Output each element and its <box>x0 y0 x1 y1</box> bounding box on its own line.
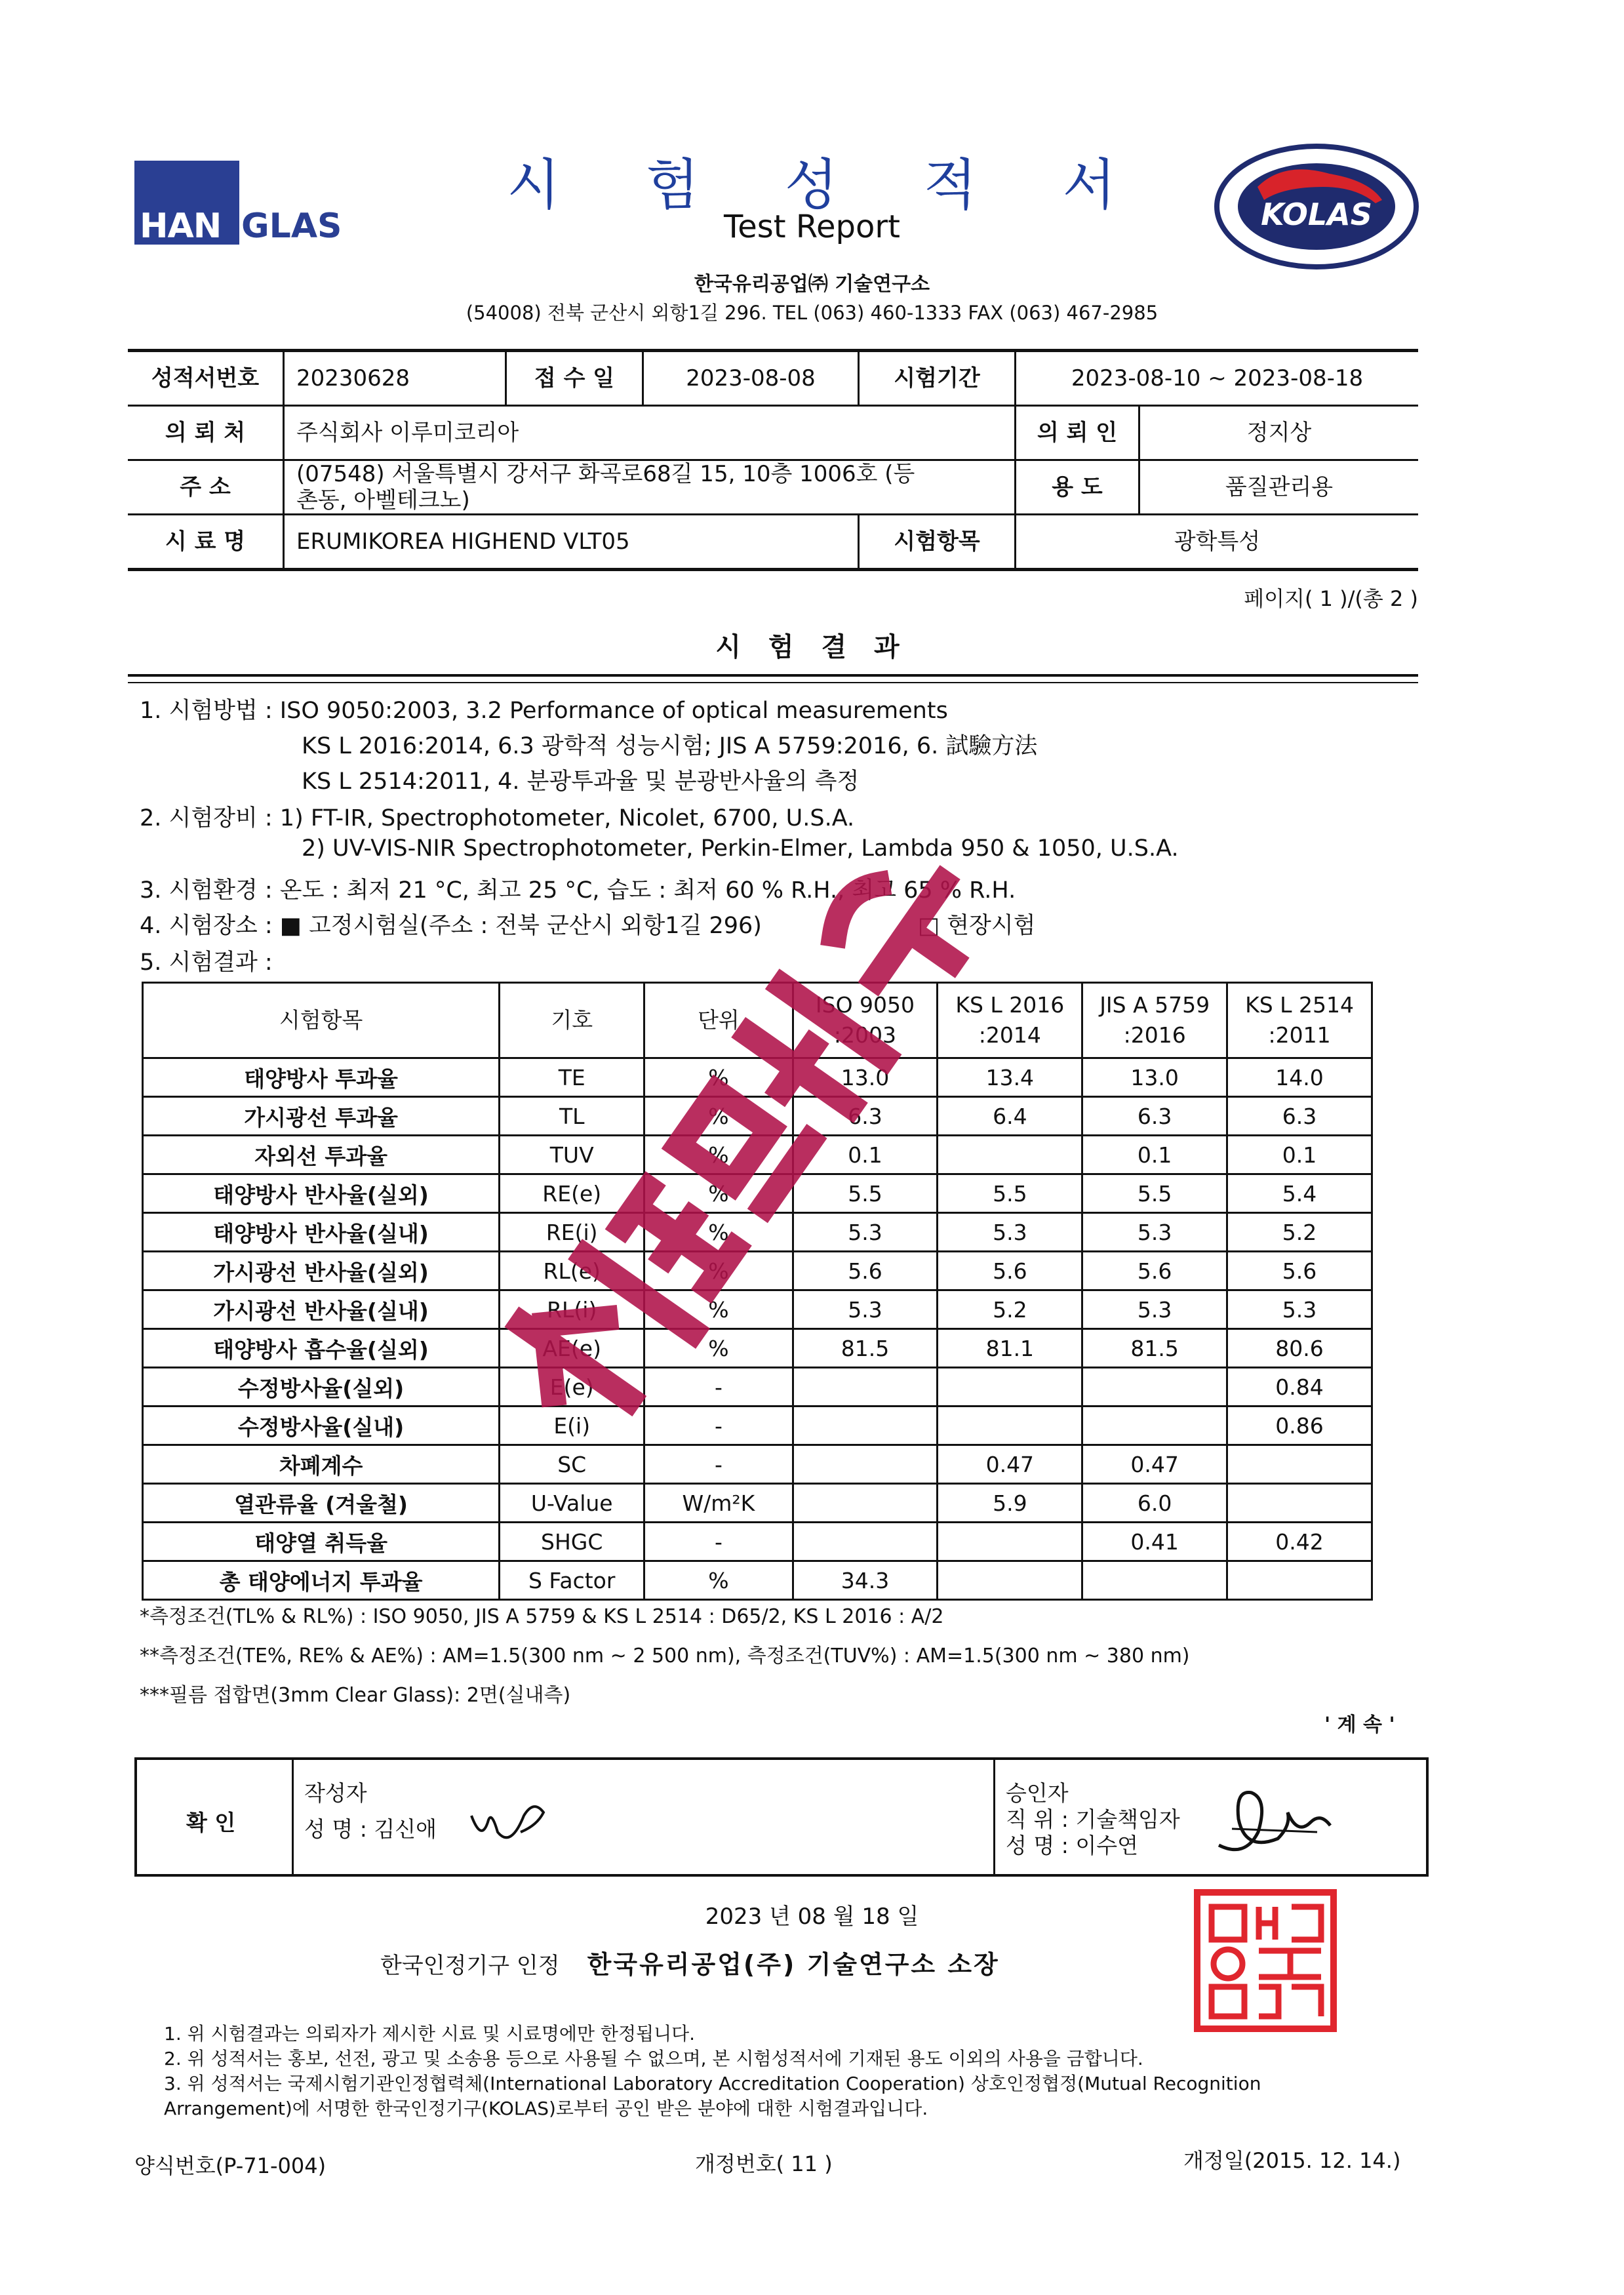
iso9050-value: 0.1 <box>793 1136 938 1174</box>
approver-title: 승인자 <box>1006 1780 1069 1806</box>
issuer <box>380 1944 1000 1980</box>
iso9050-value: 5.3 <box>793 1290 938 1329</box>
symbol-cell: E(i) <box>500 1407 644 1445</box>
ksl2514-value: 0.1 <box>1227 1136 1372 1174</box>
table-row <box>143 1407 1372 1445</box>
table-row <box>143 1097 1372 1136</box>
unit-cell: - <box>644 1407 793 1445</box>
ksl2514-value: 80.6 <box>1227 1329 1372 1368</box>
unit-cell: % <box>644 1252 793 1290</box>
confirmation-box <box>134 1757 1429 1877</box>
ksl2016-value: 6.4 <box>938 1097 1082 1136</box>
requester-label: 의 뢰 인 <box>1016 406 1139 460</box>
location-line: 4. 시험장소 : ■ 고정시험실(주소 : 전북 군산시 외항1길 296) <box>140 913 762 939</box>
item-cell: 자외선 투과율 <box>143 1136 500 1174</box>
jisa5759-value: 5.3 <box>1082 1213 1227 1252</box>
author-signature <box>465 1796 557 1848</box>
symbol-cell: TUV <box>500 1136 644 1174</box>
iso9050-value: 5.6 <box>793 1252 938 1290</box>
symbol-cell: RL(i) <box>500 1290 644 1329</box>
ksl2016-value: 5.3 <box>938 1213 1082 1252</box>
ksl2514-value: 5.6 <box>1227 1252 1372 1290</box>
field-test-checkbox-label: □ 현장시험 <box>918 913 1036 939</box>
iso9050-value <box>793 1445 938 1484</box>
jisa5759-value: 6.3 <box>1082 1097 1227 1136</box>
page-number: 페이지( 1 )/(총 2 ) <box>1244 586 1418 611</box>
col-header-symbol: 기호 <box>500 983 644 1058</box>
test-item-label: 시험항목 <box>859 515 1016 570</box>
iso9050-value <box>793 1368 938 1407</box>
jisa5759-value <box>1082 1407 1227 1445</box>
unit-cell: % <box>644 1329 793 1368</box>
divider <box>128 674 1418 677</box>
table-row <box>143 1368 1372 1407</box>
jisa5759-value <box>1082 1561 1227 1600</box>
jisa5759-value: 5.3 <box>1082 1290 1227 1329</box>
ksl2016-value <box>938 1561 1082 1600</box>
period-label: 시험기간 <box>859 351 1016 406</box>
iso9050-value: 6.3 <box>793 1097 938 1136</box>
official-seal <box>1193 1888 1337 2033</box>
iso9050-value <box>793 1407 938 1445</box>
item-cell: 태양방사 투과율 <box>143 1058 500 1097</box>
issuer-prefix: 한국인정기구 인정 <box>380 1953 560 1979</box>
document-title-en: Test Report <box>724 209 900 245</box>
ksl2514-value <box>1227 1445 1372 1484</box>
jisa5759-value: 0.47 <box>1082 1445 1227 1484</box>
ksl2016-value: 5.6 <box>938 1252 1082 1290</box>
ksl2514-value: 5.4 <box>1227 1174 1372 1213</box>
item-cell: 열관류율 (겨울철) <box>143 1484 500 1523</box>
footer-note: 1. 위 시험결과는 의뢰자가 제시한 시료 및 시료명에만 한정됩니다. <box>164 2023 696 2045</box>
table-row <box>143 1252 1372 1290</box>
col-header-ksl2514: KS L 2514 :2011 <box>1227 983 1372 1058</box>
symbol-cell: RE(e) <box>500 1174 644 1213</box>
col-header-ksl2016: KS L 2016 :2014 <box>938 983 1082 1058</box>
report-no-label: 성적서번호 <box>128 351 284 406</box>
received-date: 2023-08-08 <box>643 351 859 406</box>
jisa5759-value: 81.5 <box>1082 1329 1227 1368</box>
approver-name: 성 명 : 이수연 <box>1006 1833 1138 1858</box>
jisa5759-value: 5.5 <box>1082 1174 1227 1213</box>
table-row <box>143 1329 1372 1368</box>
ksl2016-value: 5.5 <box>938 1174 1082 1213</box>
symbol-cell: SHGC <box>500 1523 644 1561</box>
item-cell: 가시광선 반사율(실외) <box>143 1252 500 1290</box>
confirm-label: 확 인 <box>186 1810 236 1835</box>
ksl2016-value: 13.4 <box>938 1058 1082 1097</box>
requester: 정지상 <box>1139 406 1419 460</box>
table-row <box>143 1484 1372 1523</box>
table-row <box>143 1290 1372 1329</box>
footer-note: 3. 위 성적서는 국제시험기관인정협력체(International Laboratory Accreditation Cooperation) 상호인정협정(Mutual Recognition <box>164 2073 1261 2094</box>
jisa5759-value: 5.6 <box>1082 1252 1227 1290</box>
client-address-line1: (07548) 서울특별시 강서구 화곡로68길 15, 10층 1006호 (등 <box>296 461 915 487</box>
method-line: 1. 시험방법 : ISO 9050:2003, 3.2 Performance of optical measurements <box>140 698 948 724</box>
item-cell: 수정방사율(실외) <box>143 1368 500 1407</box>
ksl2514-value: 0.86 <box>1227 1407 1372 1445</box>
unit-cell: % <box>644 1174 793 1213</box>
test-period: 2023-08-10 ~ 2023-08-18 <box>1016 351 1419 406</box>
measurement-note: *측정조건(TL% & RL%) : ISO 9050, JIS A 5759 & KS L 2514 : D65/2, KS L 2016 : A/2 <box>140 1605 944 1628</box>
item-cell: 총 태양에너지 투과율 <box>143 1561 500 1600</box>
method-line: KS L 2514:2011, 4. 분광투과율 및 분광반사율의 측정 <box>302 768 860 795</box>
equipment-line: 2. 시험장비 : 1) FT-IR, Spectrophotometer, Nicolet, 6700, U.S.A. <box>140 805 855 831</box>
unit-cell: W/m²K <box>644 1484 793 1523</box>
report-info-table <box>128 349 1418 571</box>
table-row <box>143 1213 1372 1252</box>
iso9050-value: 34.3 <box>793 1561 938 1600</box>
report-no: 20230628 <box>284 351 506 406</box>
col-header-iso9050: ISO 9050 :2003 <box>793 983 938 1058</box>
footer-note: 2. 위 성적서는 홍보, 선전, 광고 및 소송용 등으로 사용될 수 없으며, 본 시험성적서에 기재된 용도 이외의 사용을 금합니다. <box>164 2048 1143 2069</box>
sample-label: 시 료 명 <box>128 515 284 570</box>
item-cell: 태양열 취득율 <box>143 1523 500 1561</box>
symbol-cell: SC <box>500 1445 644 1484</box>
unit-cell: - <box>644 1445 793 1484</box>
equipment-line: 2) UV-VIS-NIR Spectrophotometer, Perkin-Elmer, Lambda 950 & 1050, U.S.A. <box>302 835 1179 862</box>
symbol-cell: TL <box>500 1097 644 1136</box>
jisa5759-value: 6.0 <box>1082 1484 1227 1523</box>
iso9050-value: 5.3 <box>793 1213 938 1252</box>
organization-name: 한국유리공업㈜ 기술연구소 <box>694 273 930 296</box>
ksl2514-value <box>1227 1484 1372 1523</box>
table-row <box>143 1136 1372 1174</box>
client-label: 의 뢰 처 <box>128 406 284 460</box>
sample-name: ERUMIKOREA HIGHEND VLT05 <box>284 515 859 570</box>
unit-cell: % <box>644 1561 793 1600</box>
unit-cell: % <box>644 1097 793 1136</box>
symbol-cell: AE(e) <box>500 1329 644 1368</box>
ksl2016-value: 81.1 <box>938 1329 1082 1368</box>
results-line: 5. 시험결과 : <box>140 949 273 976</box>
item-cell: 가시광선 반사율(실내) <box>143 1290 500 1329</box>
item-cell: 태양방사 흡수율(실외) <box>143 1329 500 1368</box>
ksl2514-value: 6.3 <box>1227 1097 1372 1136</box>
results-title: 시 험 결 과 <box>715 632 909 662</box>
item-cell: 태양방사 반사율(실내) <box>143 1213 500 1252</box>
form-number: 양식번호(P-71-004) <box>134 2153 327 2178</box>
ksl2514-value: 5.3 <box>1227 1290 1372 1329</box>
measurement-note: **측정조건(TE%, RE% & AE%) : AM=1.5(300 nm ~ 2 500 nm), 측정조건(TUV%) : AM=1.5(300 nm ~ 380 nm) <box>140 1645 1190 1667</box>
unit-cell: % <box>644 1058 793 1097</box>
ksl2514-value: 0.42 <box>1227 1523 1372 1561</box>
jisa5759-value: 0.1 <box>1082 1136 1227 1174</box>
symbol-cell: U-Value <box>500 1484 644 1523</box>
symbol-cell: TE <box>500 1058 644 1097</box>
usage-label: 용 도 <box>1016 460 1139 515</box>
unit-cell: % <box>644 1213 793 1252</box>
ksl2514-value <box>1227 1561 1372 1600</box>
col-header-unit: 단위 <box>644 983 793 1058</box>
item-cell: 차폐계수 <box>143 1445 500 1484</box>
kolas-text: KOLAS <box>1261 197 1372 232</box>
jisa5759-value: 13.0 <box>1082 1058 1227 1097</box>
client-address <box>284 460 1016 515</box>
kolas-logo <box>1212 141 1421 272</box>
issuer-name: 한국유리공업(주) 기술연구소 소장 <box>587 1950 1000 1979</box>
usage: 품질관리용 <box>1139 460 1419 515</box>
col-header-jisa5759: JIS A 5759 :2016 <box>1082 983 1227 1058</box>
address-label: 주 소 <box>128 460 284 515</box>
author-name: 성 명 : 김신애 <box>304 1816 437 1842</box>
item-cell: 수정방사율(실내) <box>143 1407 500 1445</box>
issue-date: 2023 년 08 월 18 일 <box>705 1904 919 1930</box>
divider <box>128 682 1418 683</box>
client: 주식회사 이루미코리아 <box>284 406 1016 460</box>
iso9050-value: 81.5 <box>793 1329 938 1368</box>
organization-address: (54008) 전북 군산시 외항1길 296. TEL (063) 460-1333 FAX (063) 467-2985 <box>465 302 1159 324</box>
measurement-note: ***필름 접합면(3mm Clear Glass): 2면(실내측) <box>140 1684 571 1707</box>
test-item: 광학특성 <box>1016 515 1419 570</box>
item-cell: 태양방사 반사율(실외) <box>143 1174 500 1213</box>
iso9050-value <box>793 1484 938 1523</box>
ksl2514-value: 0.84 <box>1227 1368 1372 1407</box>
iso9050-value <box>793 1523 938 1561</box>
approver-signature <box>1206 1773 1337 1871</box>
item-cell: 가시광선 투과율 <box>143 1097 500 1136</box>
results-table <box>142 982 1373 1601</box>
environment-line: 3. 시험환경 : 온도 : 최저 21 °C, 최고 25 °C, 습도 : 최저 60 % R.H., 최고 65 % R.H. <box>140 877 1016 904</box>
unit-cell: - <box>644 1368 793 1407</box>
ksl2016-value: 5.2 <box>938 1290 1082 1329</box>
unit-cell: - <box>644 1523 793 1561</box>
ksl2016-value: 5.9 <box>938 1484 1082 1523</box>
revision-number: 개정번호( 11 ) <box>695 2151 833 2176</box>
approver-position: 직 위 : 기술책임자 <box>1006 1806 1180 1832</box>
ksl2514-value: 14.0 <box>1227 1058 1372 1097</box>
jisa5759-value: 0.41 <box>1082 1523 1227 1561</box>
received-label: 접 수 일 <box>506 351 643 406</box>
table-row <box>143 1561 1372 1600</box>
ksl2514-value: 5.2 <box>1227 1213 1372 1252</box>
symbol-cell: E(e) <box>500 1368 644 1407</box>
logo-text-han: HAN <box>140 207 222 246</box>
logo-text-glas: GLAS <box>241 207 342 246</box>
iso9050-value: 5.5 <box>793 1174 938 1213</box>
iso9050-value: 13.0 <box>793 1058 938 1097</box>
symbol-cell: S Factor <box>500 1561 644 1600</box>
ksl2016-value <box>938 1407 1082 1445</box>
footer-note: Arrangement)에 서명한 한국인정기구(KOLAS)로부터 공인 받은 분야에 대한 시험결과입니다. <box>164 2098 928 2119</box>
table-row <box>143 1445 1372 1484</box>
symbol-cell: RE(i) <box>500 1213 644 1252</box>
jisa5759-value <box>1082 1368 1227 1407</box>
continued-label: ' 계 속 ' <box>1324 1713 1395 1736</box>
ksl2016-value: 0.47 <box>938 1445 1082 1484</box>
ksl2016-value <box>938 1523 1082 1561</box>
ksl2016-value <box>938 1368 1082 1407</box>
ksl2016-value <box>938 1136 1082 1174</box>
unit-cell: % <box>644 1136 793 1174</box>
revision-date: 개정일(2015. 12. 14.) <box>1183 2148 1401 2173</box>
table-row <box>143 1058 1372 1097</box>
col-header-item: 시험항목 <box>143 983 500 1058</box>
method-line: KS L 2016:2014, 6.3 광학적 성능시험; JIS A 5759:2016, 6. 試驗方法 <box>302 733 1038 759</box>
symbol-cell: RL(e) <box>500 1252 644 1290</box>
client-address-line2: 촌동, 아벨테크노) <box>296 487 470 513</box>
table-row <box>143 1174 1372 1213</box>
document-title: 시 험 성 적 서 <box>507 153 1150 217</box>
unit-cell: % <box>644 1290 793 1329</box>
table-row <box>143 1523 1372 1561</box>
author-title: 작성자 <box>304 1780 367 1806</box>
